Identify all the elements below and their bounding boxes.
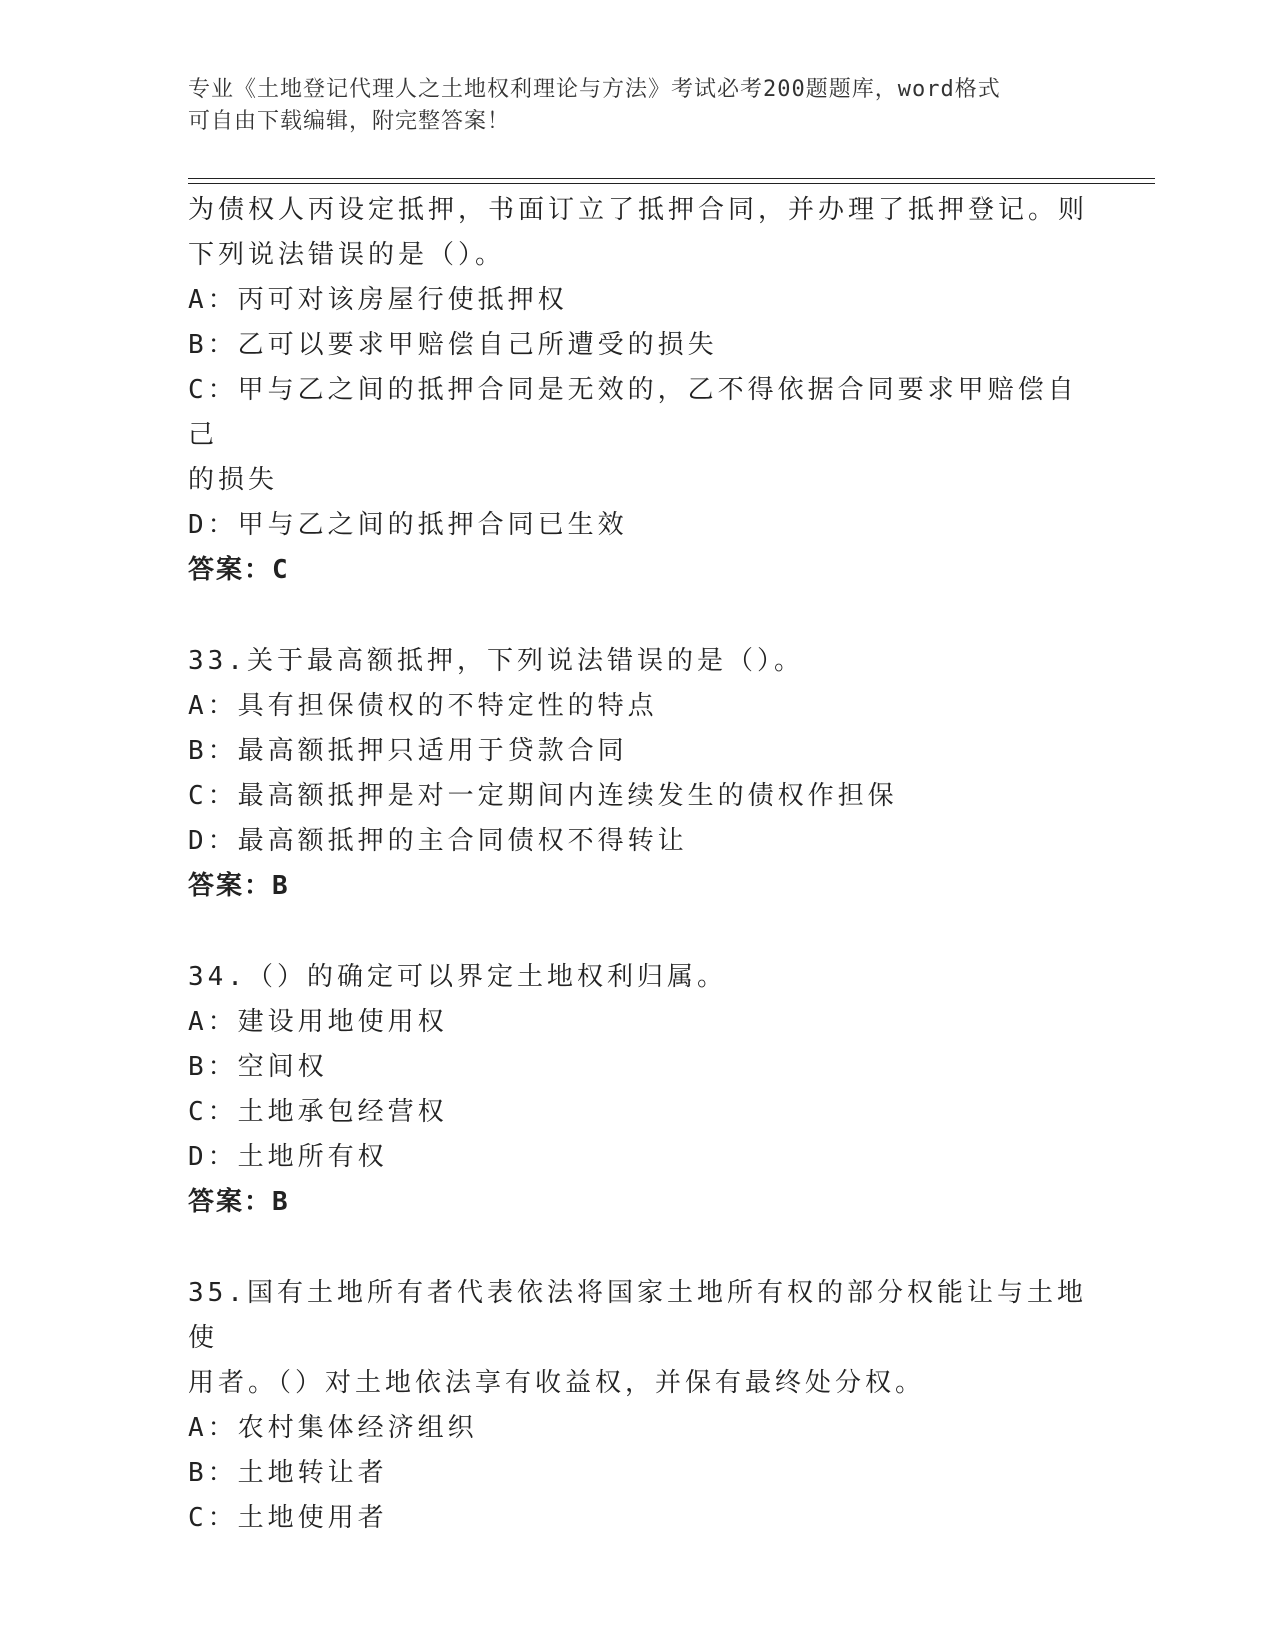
answer: 答案：B	[188, 1187, 290, 1217]
document-header	[188, 74, 1068, 138]
option-c: C：最高额抵押是对一定期间内连续发生的债权作担保	[188, 781, 898, 811]
option-b: B：乙可以要求甲赔偿自己所遭受的损失	[188, 330, 718, 360]
question-content	[188, 188, 1088, 1541]
header-title-line-1: 专业《土地登记代理人之土地权利理论与方法》考试必考200题题库，word格式	[188, 77, 1001, 102]
option-b: B：土地转让者	[188, 1458, 388, 1488]
option-d: D：甲与乙之间的抵押合同已生效	[188, 510, 628, 540]
option-d: D：最高额抵押的主合同债权不得转让	[188, 826, 688, 856]
option-a: A：建设用地使用权	[188, 1007, 448, 1037]
option-c: C：土地使用者	[188, 1503, 388, 1533]
option-d: D：土地所有权	[188, 1142, 388, 1172]
question-35	[188, 1271, 1088, 1541]
option-c-cont: 的损失	[188, 465, 279, 495]
question-stem-cont: 下列说法错误的是（）。	[188, 240, 506, 270]
question-stem: 33.关于最高额抵押，下列说法错误的是（）。	[188, 646, 804, 676]
question-stem-cont: 用者。（）对土地依法享有收益权，并保有最终处分权。	[188, 1368, 926, 1398]
header-divider-top	[188, 178, 1155, 179]
question-33	[188, 639, 1088, 909]
question-stem: 35.国有土地所有者代表依法将国家土地所有权的部分权能让与土地使	[188, 1278, 1087, 1353]
option-a: A：农村集体经济组织	[188, 1413, 478, 1443]
option-c: C：甲与乙之间的抵押合同是无效的，乙不得依据合同要求甲赔偿自己	[188, 375, 1078, 450]
question-stem: 34.（）的确定可以界定土地权利归属。	[188, 962, 727, 992]
option-a: A：具有担保债权的不特定性的特点	[188, 691, 658, 721]
question-32	[188, 188, 1088, 593]
option-b: B：最高额抵押只适用于贷款合同	[188, 736, 628, 766]
option-b: B：空间权	[188, 1052, 328, 1082]
option-a: A：丙可对该房屋行使抵押权	[188, 285, 568, 315]
answer: 答案：B	[188, 871, 290, 901]
question-34	[188, 955, 1088, 1225]
option-c: C：土地承包经营权	[188, 1097, 448, 1127]
question-stem: 为债权人丙设定抵押，书面订立了抵押合同，并办理了抵押登记。则	[188, 195, 1089, 225]
answer: 答案：C	[188, 555, 290, 585]
header-divider-bottom	[188, 183, 1155, 184]
header-title-line-2: 可自由下载编辑，附完整答案！	[188, 109, 511, 134]
